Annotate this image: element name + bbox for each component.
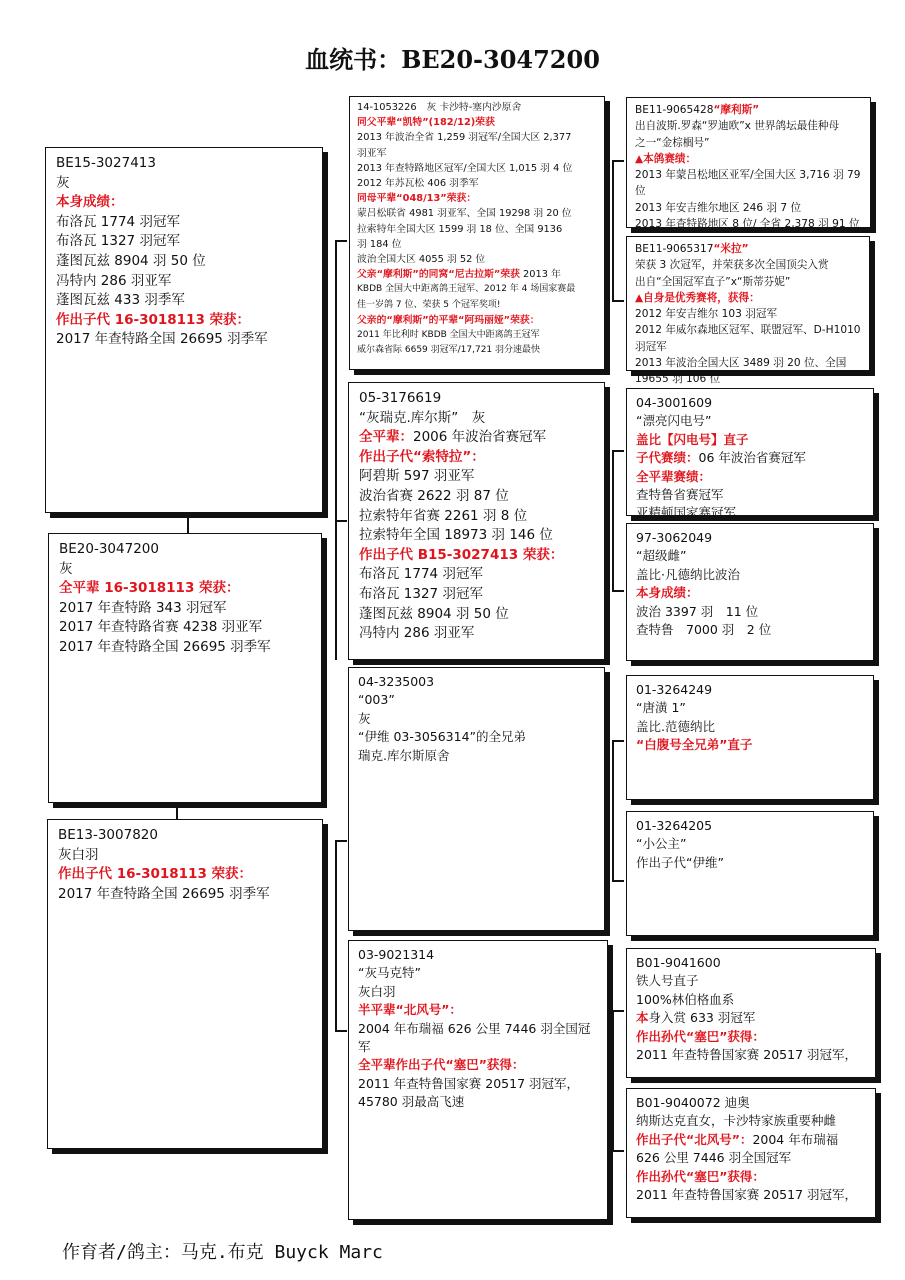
card-line: KBDB 全国大中距离鸽王冠军、2012 年 4 场国家赛最 — [357, 284, 576, 295]
card-line: 波治 3397 羽 11 位 — [636, 603, 759, 619]
card-line: 2011 年查特鲁国家赛 20517 羽冠军， — [636, 1047, 857, 1063]
card-line: 2012 年苏瓦松 406 羽季军 — [357, 178, 479, 190]
page-title: 血统书：BE20-3047200 — [305, 45, 600, 74]
sire-sire-dam-card — [626, 236, 870, 386]
card-line: BE15-3027413 — [56, 155, 156, 171]
card-line: 铁人号直子 — [636, 973, 699, 989]
card-line: 2013 年波治全省 1,259 羽冠军/全国大区 2,377 — [357, 132, 572, 144]
card-line: 作出子代 16-3018113 荣获： — [56, 311, 251, 328]
card-line: 阿碧斯 597 羽亚军 — [359, 468, 475, 485]
card-line: B01-9041600 — [636, 955, 721, 970]
dam-dam-dam-card — [626, 1088, 876, 1218]
connector-line — [335, 240, 337, 660]
card-line: BE13-3007820 — [58, 827, 158, 843]
connector-line — [335, 1030, 347, 1032]
card-line: 灰白羽 — [358, 983, 396, 999]
dam-sire-card — [348, 667, 605, 931]
card-line: 羽亚军 — [357, 147, 387, 159]
card-line: 蓬图瓦兹 8904 羽 50 位 — [56, 252, 206, 269]
card-line: “灰瑞克.库尔斯” 灰 — [359, 409, 486, 426]
card-line: 盖比.范德纳比 — [636, 718, 715, 734]
sire-sire-sire-card — [626, 97, 871, 231]
card-line: 羽冠军 — [635, 340, 667, 353]
card-line: “漂亮闪电号” — [636, 413, 712, 429]
card-line: 拉索特年全国 18973 羽 146 位 — [359, 527, 553, 544]
card-line: 军 — [358, 1039, 371, 1055]
card-line: 14-1053226 灰 卡沙特-塞内沙原舍 — [357, 102, 522, 113]
card-line: 04-3001609 — [636, 395, 713, 410]
card-line: 2012 年威尔森地区冠军、联盟冠军、D-H1010 — [635, 324, 861, 337]
connector-line — [612, 300, 624, 302]
card-line: 作出子代 B15-3027413 荣获： — [359, 546, 564, 563]
connector-line — [612, 160, 614, 300]
card-line: 2004 年布瑞福 626 公里 7446 羽全国冠 — [358, 1020, 591, 1036]
card-line: “唐潢 1” — [636, 700, 686, 716]
card-line: 2017 年查特路全国 26695 羽季军 — [58, 885, 270, 902]
card-line: 之一“金棕榈号” — [635, 136, 710, 149]
card-line: 作出孙代“塞巴”获得： — [636, 1168, 765, 1184]
breeder-footer: 作育者/鸽主：马克.布克 Buyck Marc — [62, 1242, 383, 1263]
card-line: 2017 年查特路 343 羽冠军 — [59, 599, 227, 616]
card-line: 2012 年安吉维尔 103 羽冠军 — [635, 308, 778, 321]
card-line: 查特鲁 7000 羽 2 位 — [636, 622, 772, 638]
card-line: 纳斯达克直女，卡沙特家族重要种雌 — [636, 1113, 837, 1129]
card-line: 全平辈：2006 年波治省赛冠军 — [359, 429, 547, 446]
connector-line — [176, 803, 178, 819]
connector-line — [335, 240, 347, 242]
card-line: BE20-3047200 — [59, 541, 159, 557]
card-line: 盖比·凡德纳比波治 — [636, 566, 740, 582]
card-line: 626 公里 7446 羽全国冠军 — [636, 1150, 792, 1166]
card-line: 45780 羽最高飞速 — [358, 1094, 465, 1110]
connector-line — [612, 450, 614, 590]
card-line: 2011 年查特鲁国家赛 20517 羽冠军， — [636, 1187, 857, 1203]
sire-sire-card — [349, 96, 605, 370]
card-line: ▲本鸽赛绩： — [635, 152, 697, 165]
card-line: ▲自身是优秀赛将，获得： — [635, 291, 760, 304]
card-line: 波治全国大区 4055 羽 52 位 — [357, 254, 486, 266]
card-line: 本身入赏 633 羽冠军 — [636, 1010, 756, 1026]
card-line: 01-3264205 — [636, 818, 713, 833]
card-line: 作出子代 16-3018113 荣获： — [58, 866, 253, 883]
card-line: 作出子代“北风号”：2004 年布瑞福 — [636, 1131, 839, 1147]
card-line: “超级雌” — [636, 548, 687, 564]
card-line: 子代赛绩：06 年波治省赛冠军 — [636, 450, 806, 466]
card-line: 拉索特年省赛 2261 羽 8 位 — [359, 507, 528, 524]
card-line: 波治省赛 2622 羽 87 位 — [359, 487, 509, 504]
card-line: 本身成绩： — [56, 194, 124, 211]
card-line: 查特鲁省赛冠军 — [636, 487, 724, 503]
card-line: 01-3264249 — [636, 682, 713, 697]
dam-sire-dam-card — [626, 811, 874, 936]
card-line: 全平辈赛绩： — [636, 468, 712, 484]
card-line: 威尔森省际 6659 羽冠军/17,721 羽分速最快 — [357, 345, 541, 356]
sire-dam-card — [348, 382, 605, 660]
connector-line — [612, 880, 624, 882]
card-line: BE11-9065428“摩利斯” — [635, 104, 760, 116]
connector-line — [612, 450, 624, 452]
card-line: 佳一岁鸽 7 位、荣获 5 个冠军奖项! — [357, 299, 501, 310]
card-line: 羽 184 位 — [357, 238, 402, 250]
card-line: 瑞克.库尔斯原舍 — [358, 747, 450, 763]
card-line: 灰 — [56, 174, 70, 191]
card-line: 2017 年查特路全国 26695 羽季军 — [59, 638, 271, 655]
sire-card — [45, 147, 323, 513]
card-line: 布洛瓦 1327 羽冠军 — [359, 585, 483, 602]
card-line: 19655 羽 106 位 — [635, 373, 721, 386]
card-line: 本身成绩： — [636, 585, 699, 601]
card-line: “灰马克特” — [358, 965, 421, 981]
card-line: 亚精顿国家赛冠军 — [636, 505, 737, 521]
card-line: 布洛瓦 1327 羽冠军 — [56, 233, 180, 250]
card-line: 03-9021314 — [358, 947, 435, 962]
card-line: 冯特内 286 羽亚军 — [359, 625, 475, 642]
card-line: 出自“全国冠军直子”x“斯蒂芬妮” — [635, 275, 791, 288]
card-line: 2011 年比利时 KBDB 全国大中距离鸽王冠军 — [357, 330, 540, 341]
connector-line — [335, 840, 337, 1030]
connector-line — [612, 160, 624, 162]
connector-line — [335, 520, 347, 522]
card-line: “003” — [358, 692, 395, 708]
subject-card — [48, 533, 322, 803]
sire-dam-sire-card — [626, 388, 874, 521]
card-line: 布洛瓦 1774 羽冠军 — [359, 566, 483, 583]
connector-line — [612, 740, 624, 742]
card-line: 出自波斯.罗森“罗迪欧”x 世界鸽坛最佳种母 — [635, 120, 840, 133]
card-line: 盖比【闪电号】直子 — [636, 431, 749, 447]
card-line: 2013 年查特路地区 8 位/ 全省 2,378 羽 91 位 — [635, 218, 860, 231]
dam-dam-card — [348, 940, 608, 1220]
card-line: 灰 — [59, 560, 73, 577]
card-line: 2017 年查特路省赛 4238 羽亚军 — [59, 619, 263, 636]
card-line: 2013 年安吉维尔地区 246 羽 7 位 — [635, 201, 802, 214]
card-line: 蓬图瓦兹 433 羽季军 — [56, 292, 185, 309]
card-line: 作出子代“伊维” — [636, 854, 724, 870]
connector-line — [335, 840, 347, 842]
card-line: 2013 年蒙吕松地区亚军/全国大区 3,716 羽 79 — [635, 169, 861, 182]
card-line: 100%林伯格血系 — [636, 991, 735, 1007]
connector-line — [612, 1010, 614, 1150]
card-line: 作出孙代“塞巴”获得： — [636, 1028, 765, 1044]
connector-line — [612, 740, 614, 880]
card-line: 04-3235003 — [358, 674, 435, 689]
connector-line — [612, 590, 624, 592]
dam-card — [47, 819, 323, 1149]
card-line: 灰白羽 — [58, 846, 99, 863]
card-line: 作出子代“索特拉”： — [359, 448, 485, 465]
sire-dam-dam-card — [626, 523, 874, 661]
card-line: 全平辈作出子代“塞巴”获得： — [358, 1057, 525, 1073]
card-line: 97-3062049 — [636, 530, 713, 545]
dam-sire-sire-card — [626, 675, 874, 800]
card-line: 同母平辈“048/13”荣获： — [357, 193, 477, 205]
card-line: 2013 年波治全国大区 3489 羽 20 位、全国 — [635, 357, 847, 370]
card-line: “小公主” — [636, 836, 687, 852]
connector-line — [187, 513, 189, 533]
card-line: 冯特内 286 羽亚军 — [56, 272, 172, 289]
card-line: 2013 年查特路地区冠军/全国大区 1,015 羽 4 位 — [357, 162, 573, 174]
card-line: 2011 年查特鲁国家赛 20517 羽冠军， — [358, 1075, 579, 1091]
card-line: 荣获 3 次冠军，并荣获多次全国顶尖入赏 — [635, 259, 829, 272]
card-line: 灰 — [358, 710, 371, 726]
card-line: BE11-9065317“米拉” — [635, 243, 749, 255]
dam-dam-sire-card — [626, 948, 876, 1078]
card-line: 布洛瓦 1774 羽冠军 — [56, 213, 180, 230]
card-line: B01-9040072 迪奥 — [636, 1095, 750, 1110]
card-line: 05-3176619 — [359, 390, 442, 406]
card-line: “伊维 03-3056314”的全兄弟 — [358, 729, 527, 745]
card-line: 父亲的“摩利斯”的平辈“阿玛丽娅”荣获： — [357, 314, 540, 326]
card-line: 父亲“摩利斯”的同窝“尼古拉斯”荣获 2013 年 — [357, 269, 561, 281]
card-line: 位 — [635, 185, 646, 198]
connector-line — [612, 1150, 624, 1152]
card-line: 半平辈“北风号”： — [358, 1002, 462, 1018]
card-line: 蒙吕松联省 4981 羽亚军、全国 19298 羽 20 位 — [357, 208, 572, 220]
card-line: 全平辈 16-3018113 荣获： — [59, 580, 240, 597]
card-line: 同父平辈“凯特”(182/12)荣获 — [357, 117, 495, 129]
card-line: 2017 年查特路全国 26695 羽季军 — [56, 331, 268, 348]
card-line: 拉索特年全国大区 1599 羽 18 位、全国 9136 — [357, 223, 563, 235]
card-line: “白腹号全兄弟”直子 — [636, 737, 753, 753]
connector-line — [612, 1010, 624, 1012]
card-line: 蓬图瓦兹 8904 羽 50 位 — [359, 605, 509, 622]
